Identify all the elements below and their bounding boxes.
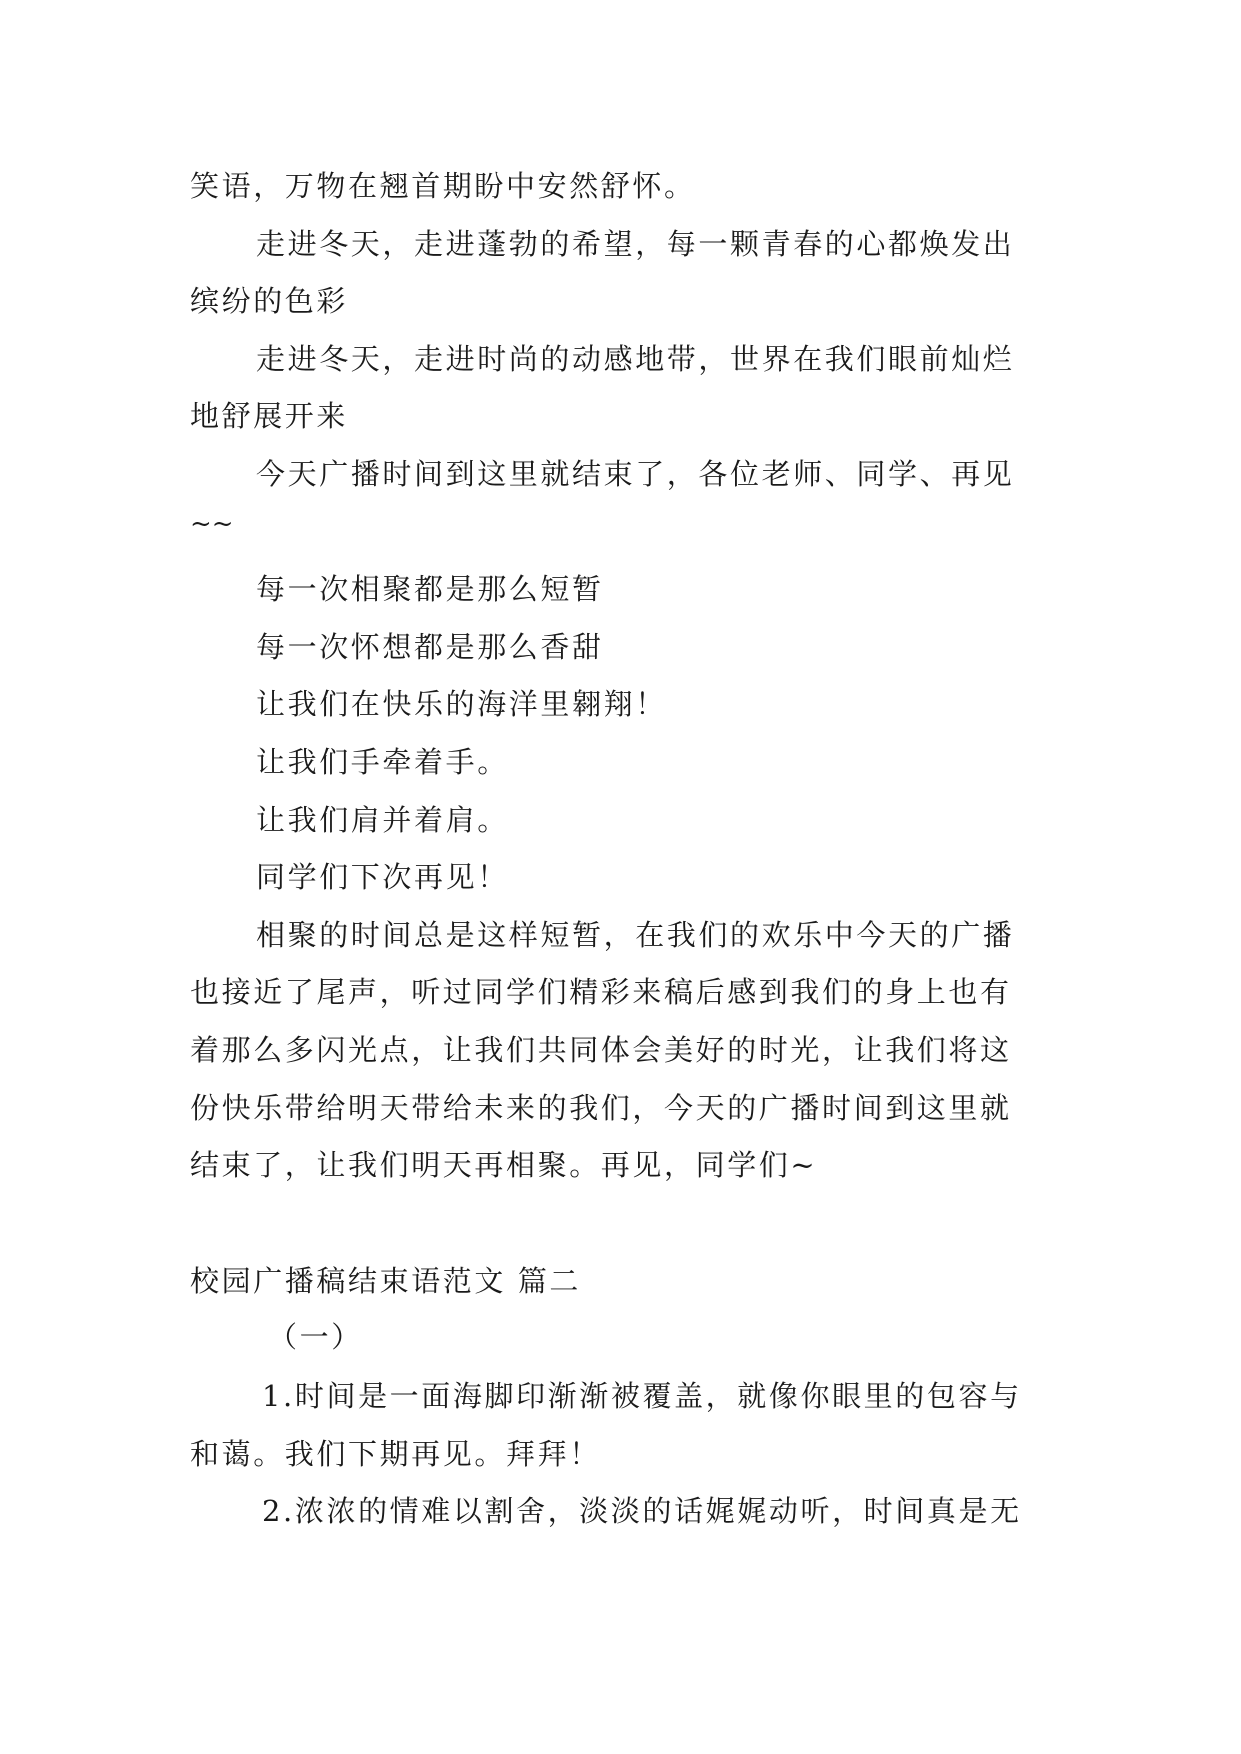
paragraph-line: 今天广播时间到这里就结束了，各位老师、同学、再见 [256,457,1015,491]
verse-line: 每一次怀想都是那么香甜 [256,630,604,664]
verse-line: 让我们手牵着手。 [256,745,509,779]
list-item: 1.时间是一面海脚印渐渐被覆盖，就像你眼里的包容与 [262,1379,1022,1413]
text-line: 份快乐带给明天带给未来的我们，今天的广播时间到这里就 [190,1091,1012,1125]
text-line: 缤纷的色彩 [190,284,349,318]
section-heading: 校园广播稿结束语范文 篇二 [190,1264,582,1298]
subsection-label: （一） [268,1320,363,1354]
verse-line: 同学们下次再见！ [256,860,509,894]
paragraph-line: 相聚的时间总是这样短暂，在我们的欢乐中今天的广播 [256,918,1015,952]
verse-line: 每一次相聚都是那么短暂 [256,572,604,606]
text-line: 笑语，万物在翘首期盼中安然舒怀。 [190,169,696,203]
paragraph-line: 走进冬天，走进蓬勃的希望，每一颗青春的心都焕发出 [256,227,1015,261]
verse-line: 让我们肩并着肩。 [256,803,509,837]
list-item: 2.浓浓的情难以割舍，淡淡的话娓娓动听，时间真是无 [262,1494,1022,1528]
text-line: 着那么多闪光点，让我们共同体会美好的时光，让我们将这 [190,1033,1012,1067]
text-line: ~~ [190,509,234,539]
verse-line: 让我们在快乐的海洋里翱翔！ [256,687,667,721]
text-line: 地舒展开来 [190,399,349,433]
text-line: 也接近了尾声，听过同学们精彩来稿后感到我们的身上也有 [190,975,1012,1009]
text-line: 结束了，让我们明天再相聚。再见，同学们~ [190,1148,818,1182]
paragraph-line: 走进冬天，走进时尚的动感地带，世界在我们眼前灿烂 [256,342,1015,376]
text-line: 和蔼。我们下期再见。拜拜！ [190,1437,601,1471]
